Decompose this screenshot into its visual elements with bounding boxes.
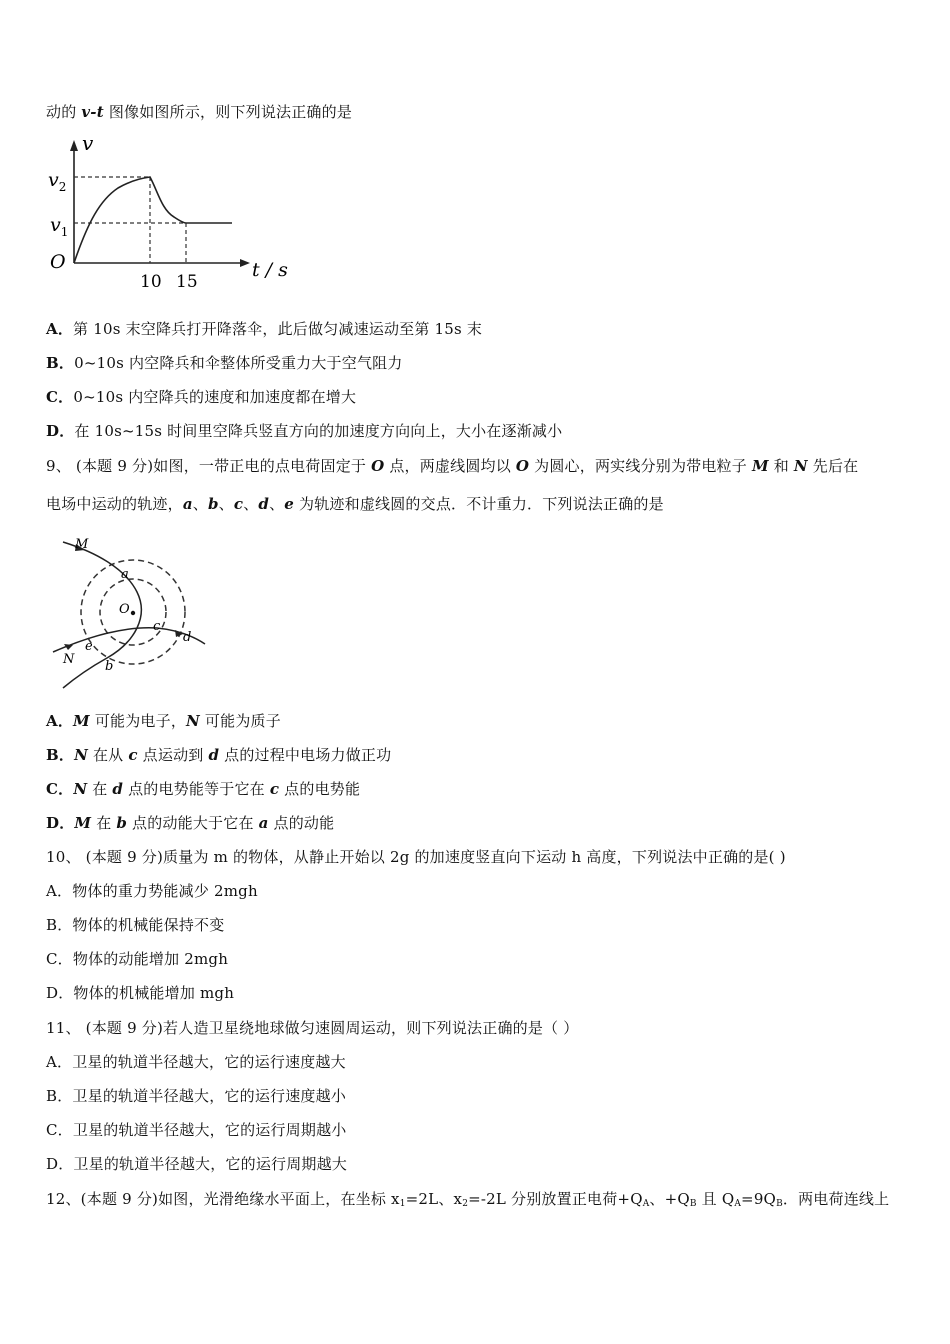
q8-option-c: C．0~10s 内空降兵的速度和加速度都在增大 [46,388,357,406]
q9-stem-line1: 9、 (本题 9 分)如图，一带正电的点电荷固定于 O 点，两虚线圆均以 O 为圆心，两实线分别为带电粒子 M 和 N 先后在 [46,457,859,475]
q11-option-c: C．卫星的轨道半径越大，它的运行周期越小 [46,1121,347,1139]
q9-option-d: D．M 在 b 点的动能大于它在 a 点的动能 [46,814,335,832]
tick-10-label: 10 [140,272,162,292]
q10-option-c: C．物体的动能增加 2mgh [46,950,229,968]
q10-option-d: D．物体的机械能增加 mgh [46,984,235,1002]
q12-stem: 12、(本题 9 分)如图，光滑绝缘水平面上，在坐标 $x_1=2L$、$x_2=-2L$ 分别放置正电荷$+Q_A$、$+Q_B$ 且 $Q_A=9Q_B$．两电荷连线上 [46,1190,890,1209]
q10-stem: 10、 (本题 9 分)质量为 m 的物体，从静止开始以 2g 的加速度竖直向下运动 h 高度，下列说法中正确的是( ) [46,848,786,866]
q11-option-d: D．卫星的轨道半径越大，它的运行周期越大 [46,1155,348,1173]
label-d: d [183,630,192,645]
label-c: c [153,619,161,634]
q11-option-b: B．卫星的轨道半径越大，它的运行速度越小 [46,1087,347,1105]
q9-option-a: A．M 可能为电子，N 可能为质子 [46,712,281,730]
v1-label: $v_1$ [50,214,69,239]
q8-option-b: B．0~10s 内空降兵和伞整体所受重力大于空气阻力 [46,354,403,372]
q10-option-a: A．物体的重力势能减少 2mgh [46,882,258,900]
q8-intro: 动的 v-t 图像如图所示，则下列说法正确的是 [46,103,353,121]
vt-graph [40,130,300,295]
t-axis-label: t / s [252,259,288,281]
origin-label: O [50,251,66,273]
label-b: b [105,659,114,674]
label-e: e [85,639,93,654]
q9-option-c: C．N 在 d 点的电势能等于它在 c 点的电势能 [46,780,361,798]
field-figure [45,530,215,695]
q9-option-b: B．N 在从 c 点运动到 d 点的过程中电场力做正功 [46,746,392,764]
tick-15-label: 15 [176,272,198,292]
v2-label: $v_2$ [48,169,67,194]
v-axis-label: v [82,131,94,155]
q8-option-a: A．第 10s 末空降兵打开降落伞，此后做匀减速运动至第 15s 末 [46,320,483,338]
label-N: N [63,652,75,667]
label-O: O [119,602,130,617]
label-a: a [121,567,129,582]
q10-option-b: B．物体的机械能保持不变 [46,916,225,934]
q9-stem-line2: 电场中运动的轨迹，a、b、c、d、e 为轨迹和虚线圆的交点．不计重力．下列说法正确的是 [46,495,664,513]
q11-stem: 11、 (本题 9 分)若人造卫星绕地球做匀速圆周运动，则下列说法正确的是（ ） [46,1019,579,1037]
q11-option-a: A．卫星的轨道半径越大，它的运行速度越大 [46,1053,346,1071]
q8-option-d: D．在 10s~15s 时间里空降兵竖直方向的加速度方向向上，大小在逐渐减小 [46,422,563,440]
label-M: M [75,537,89,552]
